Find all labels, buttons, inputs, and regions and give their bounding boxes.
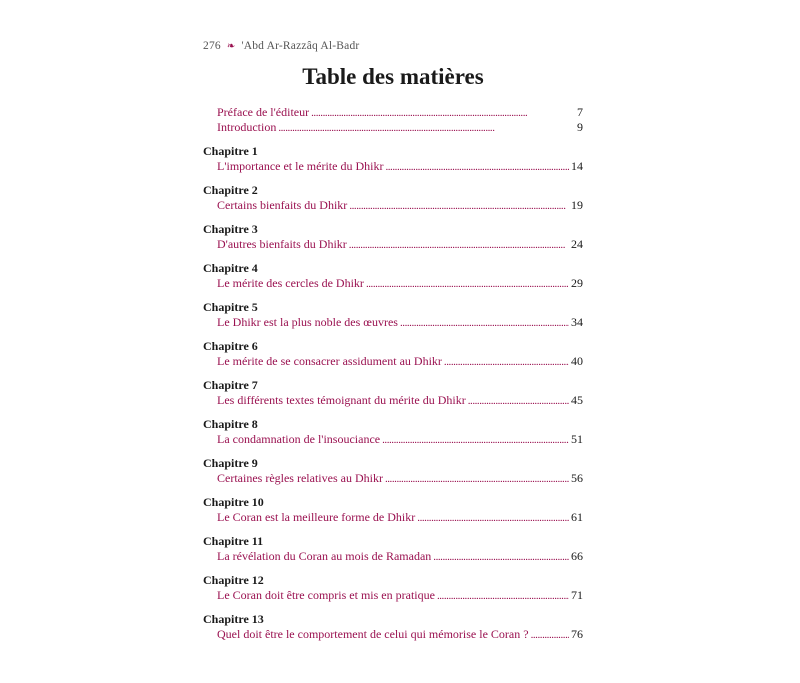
chapter-entry[interactable] bbox=[217, 393, 583, 408]
dot-leader bbox=[531, 627, 569, 643]
entry-title: Quel doit être le comportement de celui qui mémorise le Coran ? bbox=[217, 627, 529, 641]
entry-title: La révélation du Coran au mois de Ramadan bbox=[217, 549, 432, 563]
dot-leader bbox=[468, 393, 569, 409]
chapter-entry[interactable] bbox=[217, 471, 583, 486]
chapter-label: Chapitre 5 bbox=[203, 300, 258, 314]
dot-leader bbox=[311, 105, 575, 121]
author-name: 'Abd Ar-Razzâq Al-Badr bbox=[241, 40, 360, 52]
chapter-entry[interactable] bbox=[217, 510, 583, 525]
chapter-label: Chapitre 3 bbox=[203, 222, 258, 236]
entry-title: D'autres bienfaits du Dhikr bbox=[217, 237, 347, 251]
entry-page-number: 19 bbox=[571, 198, 583, 212]
dot-leader bbox=[417, 510, 569, 526]
entry-title: Préface de l'éditeur bbox=[217, 105, 310, 119]
entry-title: L'importance et le mérite du Dhikr bbox=[217, 159, 384, 173]
entry-title: Introduction bbox=[217, 120, 277, 134]
entry-title: Le Coran est la meilleure forme de Dhikr bbox=[217, 510, 416, 524]
chapter-entry[interactable] bbox=[217, 159, 583, 174]
chapter-label: Chapitre 12 bbox=[203, 573, 264, 587]
dot-leader bbox=[385, 471, 569, 487]
entry-title: Les différents textes témoignant du mérite du Dhikr bbox=[217, 393, 466, 407]
entry-page-number: 61 bbox=[571, 510, 583, 524]
entry-title: Certains bienfaits du Dhikr bbox=[217, 198, 348, 212]
chapter-entry[interactable] bbox=[217, 432, 583, 447]
chapter-entry[interactable] bbox=[217, 198, 583, 213]
chapter-entry[interactable] bbox=[217, 549, 583, 564]
fleuron-icon: ❧ bbox=[226, 41, 236, 52]
chapter-label: Chapitre 6 bbox=[203, 339, 258, 353]
entry-page-number: 71 bbox=[571, 588, 583, 602]
chapter-label: Chapitre 8 bbox=[203, 417, 258, 431]
page-number: 276 bbox=[203, 40, 221, 52]
entry-page-number: 7 bbox=[577, 105, 583, 119]
dot-leader bbox=[385, 159, 569, 175]
front-matter-entry[interactable] bbox=[217, 105, 583, 120]
page-title: Table des matières bbox=[302, 64, 484, 89]
entry-title: Le Dhikr est la plus noble des œuvres bbox=[217, 315, 398, 329]
chapter-label: Chapitre 4 bbox=[203, 261, 258, 275]
dot-leader bbox=[400, 315, 569, 331]
entry-title: Le mérite des cercles de Dhikr bbox=[217, 276, 364, 290]
dot-leader bbox=[433, 549, 569, 565]
entry-page-number: 29 bbox=[571, 276, 583, 290]
dot-leader bbox=[349, 198, 569, 214]
dot-leader bbox=[278, 120, 575, 136]
chapter-entry[interactable] bbox=[217, 627, 583, 642]
dot-leader bbox=[366, 276, 569, 292]
chapter-label: Chapitre 13 bbox=[203, 612, 264, 626]
chapter-label: Chapitre 11 bbox=[203, 534, 264, 548]
chapter-entry[interactable] bbox=[217, 354, 583, 369]
entry-title: Le mérite de se consacrer assidument au Dhikr bbox=[217, 354, 442, 368]
dot-leader bbox=[382, 432, 569, 448]
dot-leader bbox=[349, 237, 569, 253]
chapter-label: Chapitre 2 bbox=[203, 183, 258, 197]
entry-page-number: 45 bbox=[571, 393, 583, 407]
chapter-label: Chapitre 9 bbox=[203, 456, 258, 470]
entry-page-number: 66 bbox=[571, 549, 583, 563]
front-matter-entry[interactable] bbox=[217, 120, 583, 135]
dot-leader bbox=[444, 354, 569, 370]
entry-page-number: 24 bbox=[571, 237, 583, 251]
chapter-label: Chapitre 1 bbox=[203, 144, 258, 158]
entry-page-number: 51 bbox=[571, 432, 583, 446]
table-of-contents bbox=[203, 105, 583, 642]
entry-title: La condamnation de l'insouciance bbox=[217, 432, 381, 446]
chapter-label: Chapitre 7 bbox=[203, 378, 258, 392]
entry-page-number: 56 bbox=[571, 471, 583, 485]
chapter-entry[interactable] bbox=[217, 276, 583, 291]
entry-page-number: 40 bbox=[571, 354, 583, 368]
entry-title: Le Coran doit être compris et mis en pratique bbox=[217, 588, 435, 602]
entry-page-number: 9 bbox=[577, 120, 583, 134]
entry-page-number: 14 bbox=[571, 159, 583, 173]
entry-title: Certaines règles relatives au Dhikr bbox=[217, 471, 383, 485]
chapter-entry[interactable] bbox=[217, 237, 583, 252]
chapter-entry[interactable] bbox=[217, 315, 583, 330]
dot-leader bbox=[437, 588, 569, 604]
chapter-label: Chapitre 10 bbox=[203, 495, 264, 509]
entry-page-number: 34 bbox=[571, 315, 583, 329]
entry-page-number: 76 bbox=[571, 627, 583, 641]
chapter-entry[interactable] bbox=[217, 588, 583, 603]
running-header bbox=[203, 40, 359, 52]
